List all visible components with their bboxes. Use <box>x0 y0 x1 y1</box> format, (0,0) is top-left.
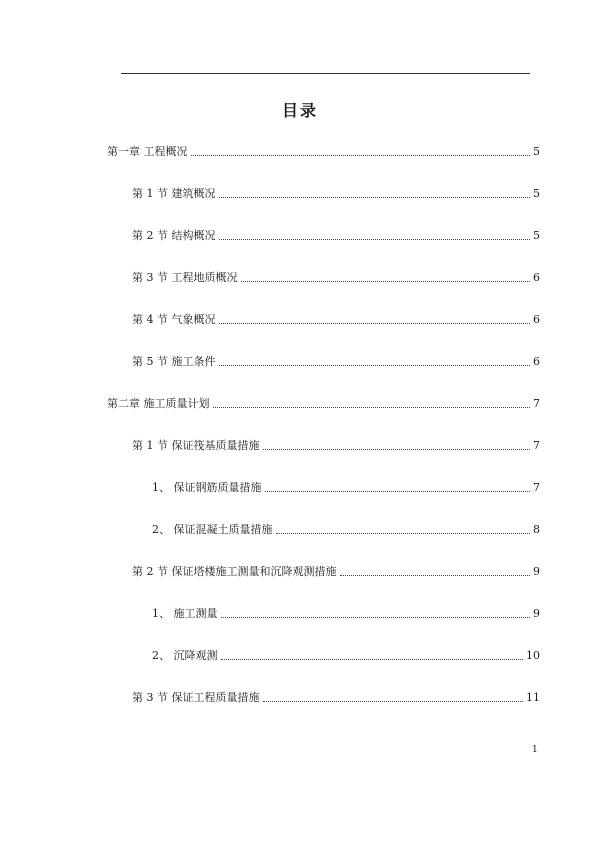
toc-entry-label: 第 1 节 保证筏基质量措施 <box>132 439 260 452</box>
toc-entry-page: 6 <box>533 355 540 368</box>
toc-entry-label: 第 3 节 工程地质概况 <box>132 271 238 284</box>
toc-entry-label: 第 2 节 保证塔楼施工测量和沉降观测措施 <box>132 565 337 578</box>
toc-leader-dots <box>219 197 531 198</box>
toc-entry-page: 6 <box>533 271 540 284</box>
toc-leader-dots <box>263 449 531 450</box>
toc-entry-item-2-2-2[interactable] <box>152 648 540 664</box>
header-rule <box>121 73 530 74</box>
toc-leader-dots <box>265 491 531 492</box>
toc-leader-dots <box>241 281 531 282</box>
toc-entry-page: 5 <box>533 229 540 242</box>
toc-leader-dots <box>219 239 531 240</box>
toc-entry-label: 2、 保证混凝土质量措施 <box>152 523 273 536</box>
toc-entry-item-2-1-1[interactable] <box>152 480 540 496</box>
toc-entry-label: 第二章 施工质量计划 <box>107 397 210 410</box>
toc-entry-section-1-1[interactable] <box>132 186 540 202</box>
toc-entry-page: 10 <box>526 649 540 662</box>
toc-entry-page: 9 <box>533 565 540 578</box>
toc-entry-label: 1、 施工测量 <box>152 607 218 620</box>
toc-entry-label: 第 4 节 气象概况 <box>132 313 216 326</box>
toc-entry-label: 第 2 节 结构概况 <box>132 229 216 242</box>
toc-leader-dots <box>219 323 531 324</box>
toc-entry-label: 第一章 工程概况 <box>107 145 188 158</box>
toc-entry-label: 第 3 节 保证工程质量措施 <box>132 691 260 704</box>
toc-entry-page: 5 <box>533 187 540 200</box>
toc-entry-chapter-2[interactable] <box>107 396 540 412</box>
toc-entry-page: 7 <box>533 397 540 410</box>
toc-entry-section-1-5[interactable] <box>132 354 540 370</box>
toc-entry-page: 5 <box>533 145 540 158</box>
toc-entry-label: 1、 保证钢筋质量措施 <box>152 481 262 494</box>
toc-entry-chapter-1[interactable] <box>107 144 540 160</box>
toc-entry-page: 7 <box>533 481 540 494</box>
toc-leader-dots <box>213 407 531 408</box>
toc-entry-label: 第 5 节 施工条件 <box>132 355 216 368</box>
toc-leader-dots <box>221 617 531 618</box>
toc-entry-page: 9 <box>533 607 540 620</box>
toc-entry-label: 2、 沉降观测 <box>152 649 218 662</box>
toc-entry-item-2-2-1[interactable] <box>152 606 540 622</box>
toc-leader-dots <box>191 155 531 156</box>
toc-title: 目录 <box>281 101 318 120</box>
toc-entry-label: 第 1 节 建筑概况 <box>132 187 216 200</box>
page-number: 1 <box>532 745 538 755</box>
toc-leader-dots <box>221 659 524 660</box>
toc-leader-dots <box>340 575 531 576</box>
toc-entry-section-1-4[interactable] <box>132 312 540 328</box>
toc-leader-dots <box>263 701 524 702</box>
toc-entry-section-2-1[interactable] <box>132 438 540 454</box>
toc-entry-page: 6 <box>533 313 540 326</box>
toc-leader-dots <box>219 365 531 366</box>
toc-entry-section-2-3[interactable] <box>132 690 540 706</box>
toc-entry-section-1-2[interactable] <box>132 228 540 244</box>
toc-leader-dots <box>276 533 531 534</box>
toc-entry-section-2-2[interactable] <box>132 564 540 580</box>
toc-entry-page: 7 <box>533 439 540 452</box>
toc-entry-page: 8 <box>533 523 540 536</box>
toc-entry-page: 11 <box>526 691 540 704</box>
toc-entry-section-1-3[interactable] <box>132 270 540 286</box>
toc-entry-item-2-1-2[interactable] <box>152 522 540 538</box>
